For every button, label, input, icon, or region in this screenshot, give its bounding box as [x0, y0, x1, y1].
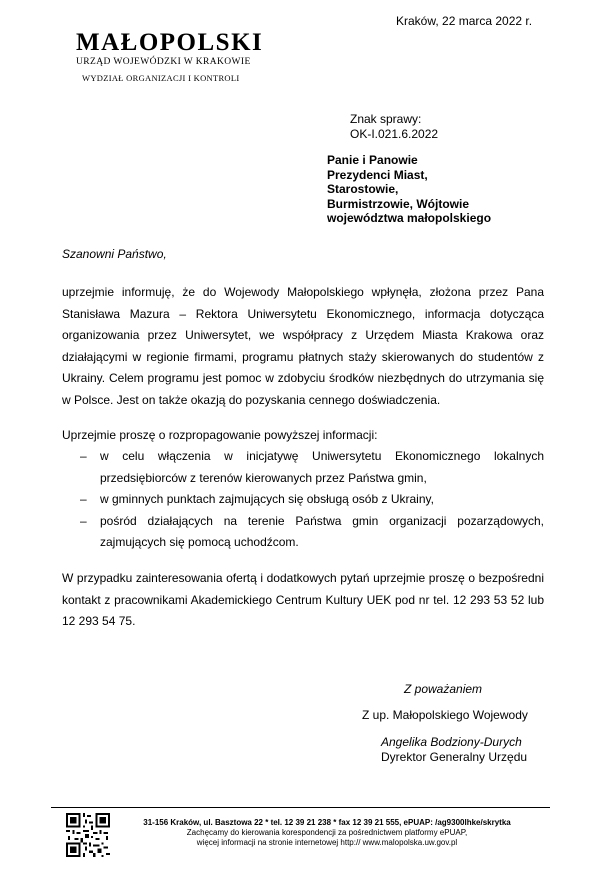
list-item-text: pośród działających na terenie Państwa gmin organizacji pozarządowych, zajmujących się pomocą uchodźcom. — [100, 513, 544, 549]
case-reference-number: OK-I.021.6.2022 — [350, 127, 439, 141]
addressee-line: województwa małopolskiego — [327, 211, 492, 225]
qr-code-icon — [66, 813, 110, 857]
case-reference — [350, 112, 438, 142]
addressee-line: Burmistrzowie, Wójtowie — [327, 196, 470, 211]
closing-phrase: Z poważaniem — [404, 682, 483, 696]
addressee-line: Starostowie, — [327, 182, 399, 196]
list-item-text: w celu włączenia w inicjatywę Uniwersytetu Ekonomicznego lokalnych przedsiębiorców z terenów kierowanych przez Państwa gmin, — [100, 449, 544, 485]
list-item — [62, 446, 544, 489]
list-dash: – — [80, 492, 87, 506]
addressee-block — [327, 153, 491, 226]
addressee-line: Prezydenci Miast, — [327, 167, 428, 182]
signature-name: Angelika Bodziony-Durych — [381, 735, 522, 749]
letter-date: Kraków, 22 marca 2022 r. — [396, 14, 533, 28]
list-item — [62, 489, 544, 511]
footer-divider — [51, 807, 550, 808]
addressee-line: Panie i Panowie — [327, 153, 418, 167]
case-reference-label: Znak sprawy: — [350, 112, 422, 126]
signature-title: Dyrektor Generalny Urzędu — [381, 750, 528, 764]
list-item-text: w gminnych punktach zajmujących się obsługą osób z Ukrainy, — [100, 492, 434, 506]
paragraph-3: W przypadku zainteresowania ofertą i dodatkowych pytań uprzejmie proszę o bezpośredni kontakt z pracownikami Akademickiego Centrum Kultury UEK pod nr tel. 12 293 53 52 lub 12 293 54 75. — [62, 571, 544, 628]
logo-title: MAŁOPOLSKI — [76, 29, 264, 56]
footer-website: więcej informacji na stronie internetowej http:// www.malopolska.uw.gov.pl — [196, 838, 458, 847]
signature-on-behalf: Z up. Małopolskiego Wojewody — [362, 708, 528, 722]
list-dash: – — [80, 449, 87, 463]
greeting: Szanowni Państwo, — [62, 247, 167, 261]
paragraph-2-intro: Uprzejmie proszę o rozpropagowanie powyższej informacji: — [62, 428, 378, 442]
logo-subtitle: URZĄD WOJEWÓDZKI W KRAKOWIE — [76, 57, 251, 67]
footer-address: 31-156 Kraków, ul. Basztowa 22 * tel. 12 39 21 238 * fax 12 39 21 555, ePUAP: /ag9300lhke/skrytka — [143, 818, 511, 827]
footer-epuap-note: Zachęcamy do kierowania korespondencji za pośrednictwem platformy ePUAP, — [186, 828, 468, 837]
list-item — [62, 511, 544, 554]
list-dash: – — [80, 513, 87, 528]
department-name: WYDZIAŁ ORGANIZACJI I KONTROLI — [82, 73, 240, 83]
request-list — [62, 446, 544, 554]
paragraph-1: uprzejmie informuję, że do Wojewody Małopolskiego wpłynęła, złożona przez Pana Stanisława Mazura – Rektora Uniwersytetu Ekonomicznego, informacja dotycząca organizowania przez Uniwersytet, we współpracy z Urzędem Miasta Krakowa oraz działającymi w regionie firmami, programu płatnych staży skierowanych do studentów z Ukrainy. Celem programu jest pomoc w zdobyciu środków niezbędnych do utrzymania się w Polsce. Jest on także okazją do pozyskania cennego doświadczenia. — [62, 285, 544, 407]
